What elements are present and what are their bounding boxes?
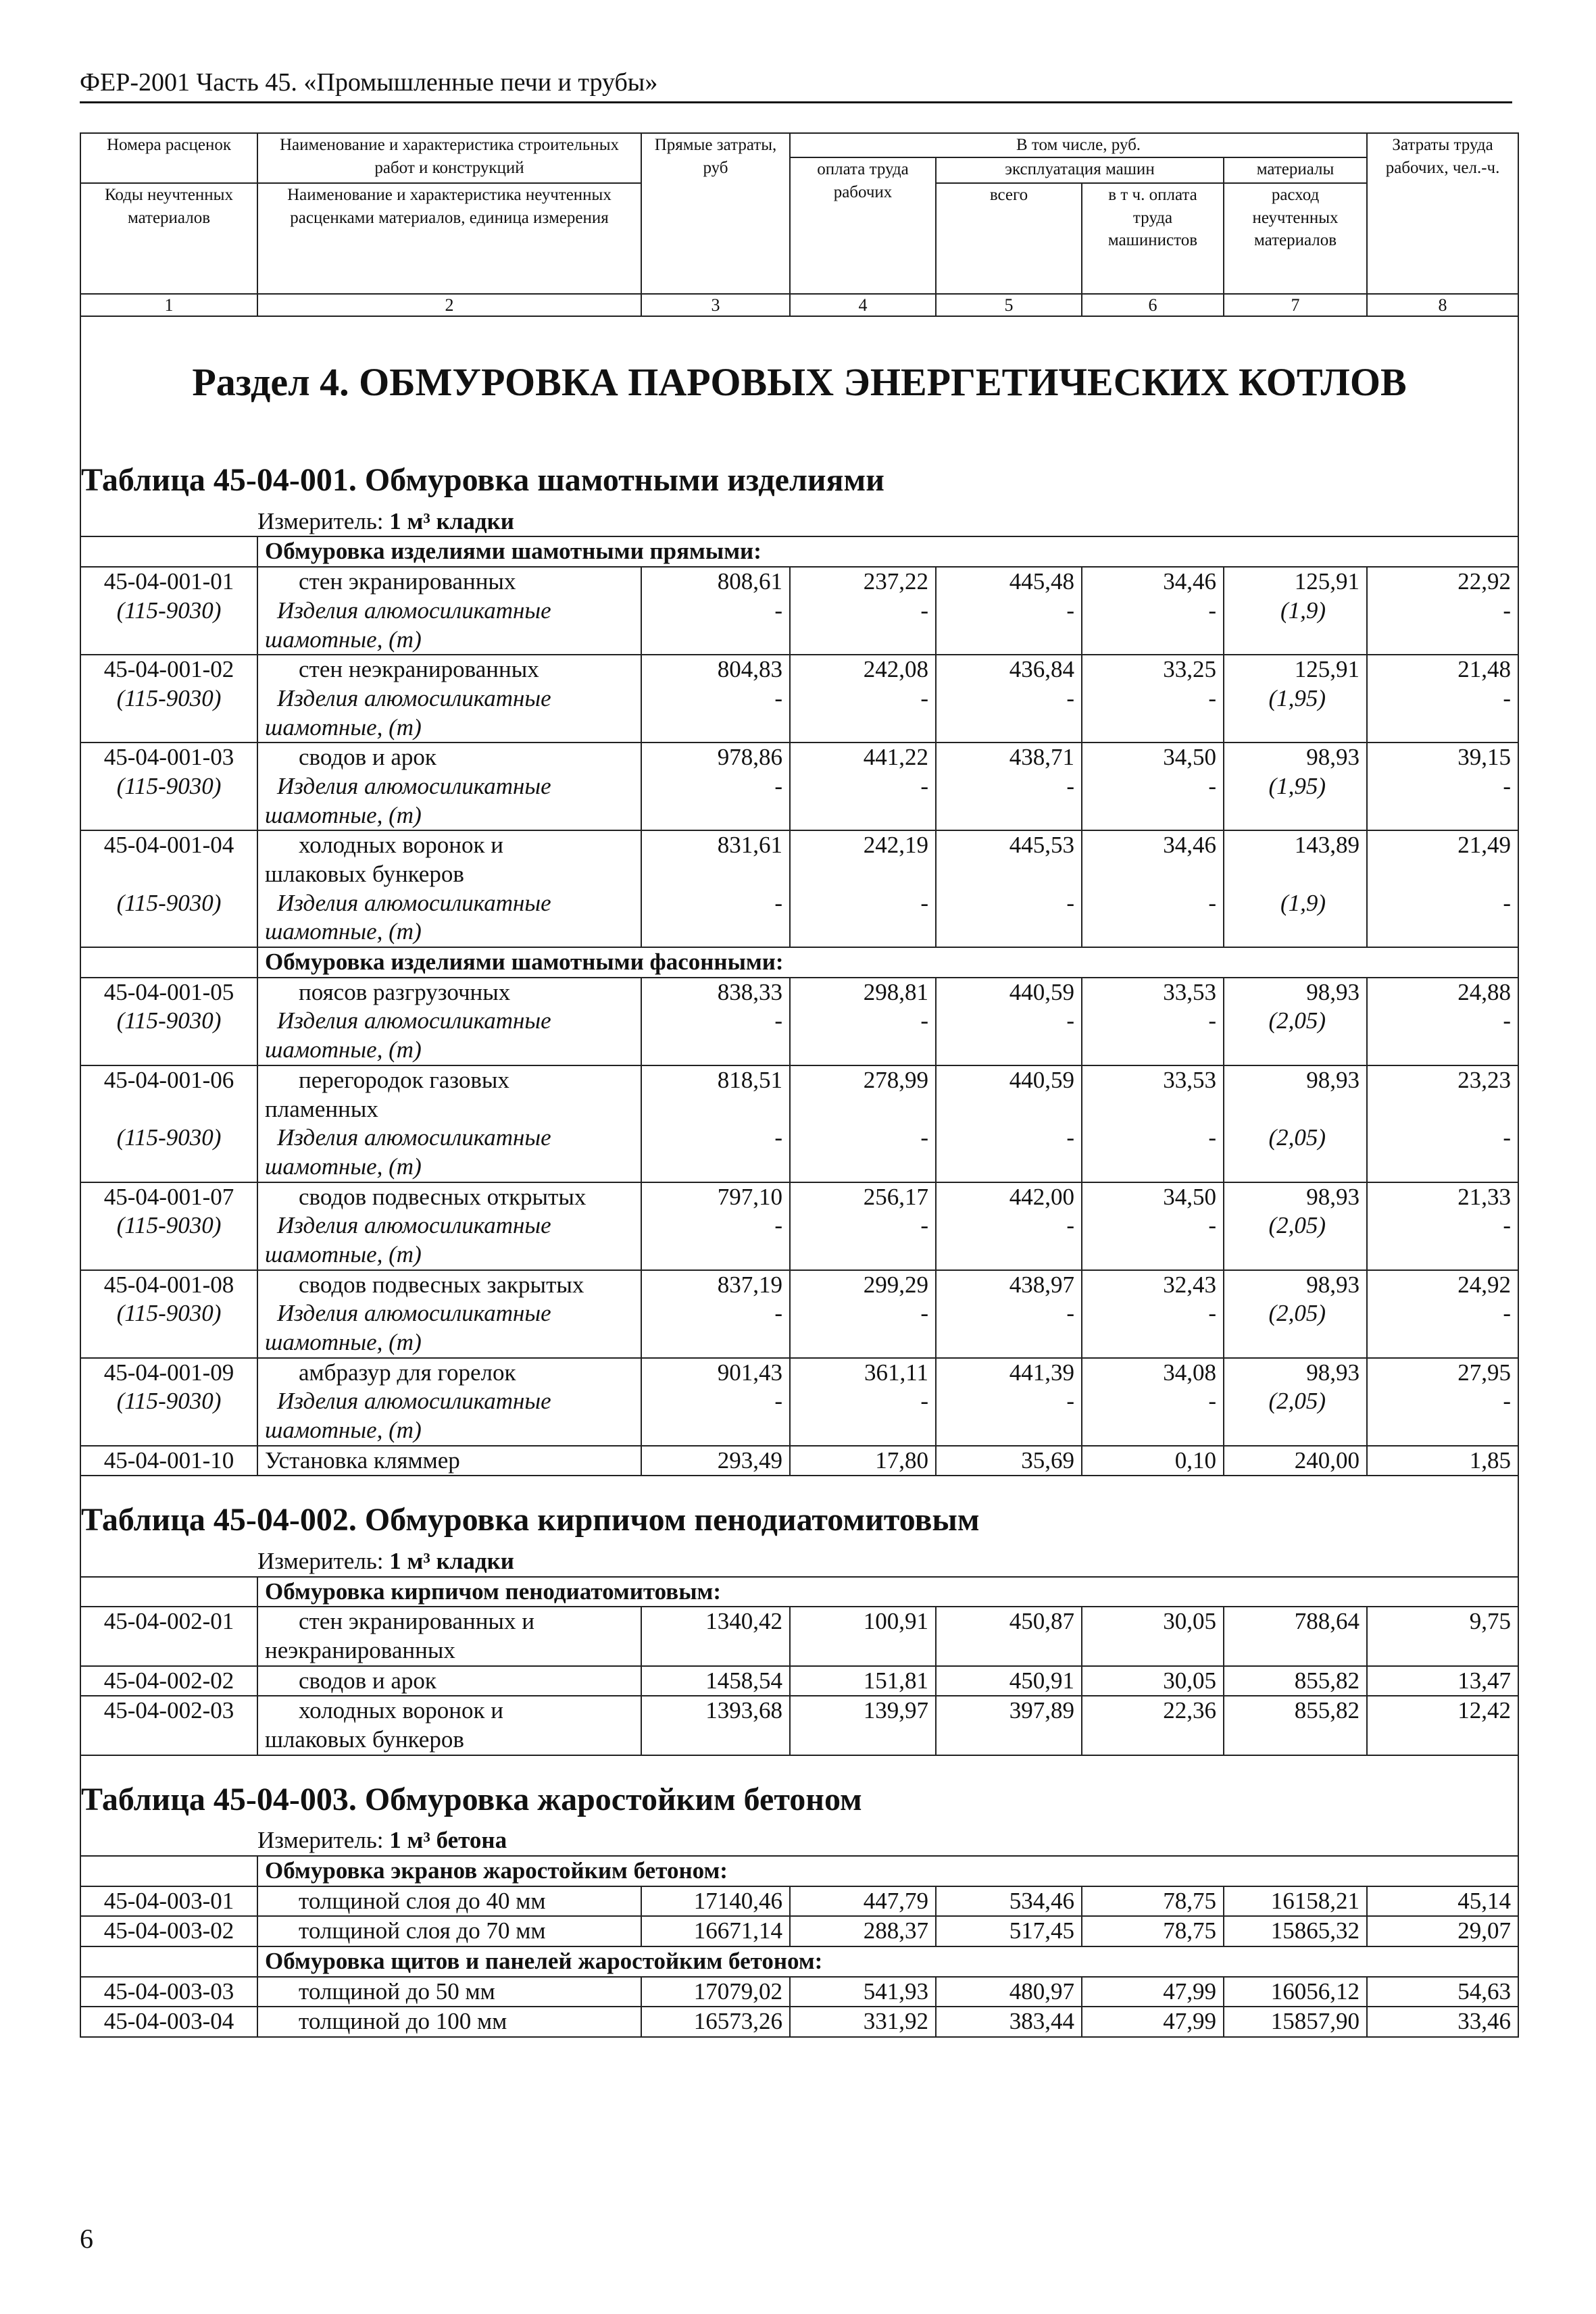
col-header-operator-wages: в т ч. оплата труда машинистов	[1082, 183, 1224, 294]
measure-unit: Измеритель: 1 м³ кладки	[257, 507, 1518, 537]
col-header-materials-usage: расход неучтенных материалов	[1224, 183, 1367, 294]
table-row-cont: неэкранированных	[80, 1636, 1518, 1666]
material-row: (115-9030) Изделия алюмосиликатные - - - - (2,05) -	[80, 1007, 1518, 1036]
table-row: 45-04-002-03 холодных воронок и 1393,68 139,97 397,89 22,36 855,82 12,42	[80, 1696, 1518, 1726]
subsection-title: Обмуровка изделиями шамотными фасонными:	[257, 947, 1518, 978]
col-number: 1	[80, 294, 257, 317]
measure-unit: Измеритель: 1 м³ бетона	[257, 1826, 1518, 1856]
table-row-cont: пламенных	[80, 1095, 1518, 1124]
col-header-including: В том числе, руб.	[790, 133, 1367, 157]
material-row: (115-9030) Изделия алюмосиликатные - - - - (1,95) -	[80, 684, 1518, 713]
col-header-machines-total: всего	[936, 183, 1082, 294]
table-row: 45-04-001-01 стен экранированных 808,61 237,22 445,48 34,46 125,91 22,92	[80, 567, 1518, 597]
col-number: 7	[1224, 294, 1367, 317]
col-number: 3	[641, 294, 790, 317]
col-number: 8	[1367, 294, 1518, 317]
col-header-codes-b: Коды неучтенных материалов	[80, 183, 257, 294]
table-row: 45-04-001-06 перегородок газовых 818,51 278,99 440,59 33,53 98,93 23,23	[80, 1065, 1518, 1095]
material-row: (115-9030) Изделия алюмосиликатные - - - - (1,9) -	[80, 597, 1518, 626]
table-row: 45-04-003-03 толщиной до 50 мм 17079,02 541,93 480,97 47,99 16056,12 54,63	[80, 1977, 1518, 2007]
rates-table	[80, 132, 1519, 2038]
col-header-name-b: Наименование и характеристика неучтенных расценками материалов, единица измерения	[257, 183, 641, 294]
material-row: (115-9030) Изделия алюмосиликатные - - - - (2,05) -	[80, 1387, 1518, 1416]
col-header-codes-a: Номера расценок	[80, 133, 257, 183]
rates-sheet	[80, 132, 1518, 2038]
material-row: (115-9030) Изделия алюмосиликатные - - - - (1,9) -	[80, 889, 1518, 918]
table-title-45-04-002: Таблица 45-04-002. Обмуровка кирпичом пенодиатомитовым	[80, 1476, 1518, 1547]
subsection-title: Обмуровка щитов и панелей жаростойким бетоном:	[257, 1946, 1518, 1977]
col-number: 5	[936, 294, 1082, 317]
table-row: 45-04-001-04 холодных воронок и 831,61 242,19 445,53 34,46 143,89 21,49	[80, 830, 1518, 860]
page-header: ФЕР-2001 Часть 45. «Промышленные печи и трубы»	[80, 68, 1512, 103]
col-header-name-a: Наименование и характеристика строительных работ и конструкций	[257, 133, 641, 183]
table-row-cont: шлаковых бункеров	[80, 860, 1518, 889]
material-row-cont: шамотные, (т)	[80, 1153, 1518, 1182]
table-row: 45-04-001-07 сводов подвесных открытых 797,10 256,17 442,00 34,50 98,93 21,33	[80, 1182, 1518, 1212]
col-number: 2	[257, 294, 641, 317]
subsection-title: Обмуровка кирпичом пенодиатомитовым:	[257, 1577, 1518, 1607]
material-row-cont: шамотные, (т)	[80, 1240, 1518, 1270]
table-row: 45-04-001-05 поясов разгрузочных 838,33 298,81 440,59 33,53 98,93 24,88	[80, 978, 1518, 1007]
table-row: 45-04-002-02 сводов и арок 1458,54 151,81 450,91 30,05 855,82 13,47	[80, 1666, 1518, 1696]
col-header-materials: материалы	[1224, 157, 1367, 183]
material-row: (115-9030) Изделия алюмосиликатные - - - - (2,05) -	[80, 1124, 1518, 1153]
table-row: 45-04-003-02 толщиной слоя до 70 мм 16671,14 288,37 517,45 78,75 15865,32 29,07	[80, 1916, 1518, 1946]
table-row: 45-04-001-03 сводов и арок 978,86 441,22 438,71 34,50 98,93 39,15	[80, 743, 1518, 772]
table-row: 45-04-003-01 толщиной слоя до 40 мм 17140,46 447,79 534,46 78,75 16158,21 45,14	[80, 1886, 1518, 1917]
table-row-cont: шлаковых бункеров	[80, 1726, 1518, 1755]
col-number: 6	[1082, 294, 1224, 317]
col-header-wages: оплата труда рабочих	[790, 157, 936, 294]
material-row: (115-9030) Изделия алюмосиликатные - - - - (2,05) -	[80, 1299, 1518, 1328]
table-row: 45-04-003-04 толщиной до 100 мм 16573,26 331,92 383,44 47,99 15857,90 33,46	[80, 2007, 1518, 2037]
material-row-cont: шамотные, (т)	[80, 1328, 1518, 1358]
subsection-title: Обмуровка изделиями шамотными прямыми:	[257, 536, 1518, 567]
table-title-45-04-001: Таблица 45-04-001. Обмуровка шамотными изделиями	[80, 436, 1518, 507]
material-row: (115-9030) Изделия алюмосиликатные - - - - (1,95) -	[80, 772, 1518, 801]
col-header-machines: эксплуатация машин	[936, 157, 1224, 183]
table-row: 45-04-001-02 стен неэкранированных 804,83 242,08 436,84 33,25 125,91 21,48	[80, 655, 1518, 684]
material-row-cont: шамотные, (т)	[80, 626, 1518, 655]
material-row-cont: шамотные, (т)	[80, 1416, 1518, 1446]
material-row-cont: шамотные, (т)	[80, 1036, 1518, 1065]
material-row: (115-9030) Изделия алюмосиликатные - - - - (2,05) -	[80, 1211, 1518, 1240]
section-title: Раздел 4. ОБМУРОВКА ПАРОВЫХ ЭНЕРГЕТИЧЕСКИХ КОТЛОВ	[80, 316, 1518, 436]
col-header-labor: Затраты труда рабочих, чел.-ч.	[1367, 133, 1518, 294]
material-row-cont: шамотные, (т)	[80, 713, 1518, 743]
col-number: 4	[790, 294, 936, 317]
table-row: 45-04-001-08 сводов подвесных закрытых 837,19 299,29 438,97 32,43 98,93 24,92	[80, 1270, 1518, 1300]
subsection-title: Обмуровка экранов жаростойким бетоном:	[257, 1856, 1518, 1886]
col-header-direct-costs: Прямые затраты, руб	[641, 133, 790, 294]
table-row: 45-04-001-10 Установка кляммер 293,49 17,80 35,69 0,10 240,00 1,85	[80, 1446, 1518, 1476]
table-row: 45-04-002-01 стен экранированных и 1340,42 100,91 450,87 30,05 788,64 9,75	[80, 1607, 1518, 1636]
table-title-45-04-003: Таблица 45-04-003. Обмуровка жаростойким бетоном	[80, 1755, 1518, 1827]
measure-unit: Измеритель: 1 м³ кладки	[257, 1547, 1518, 1577]
material-row-cont: шамотные, (т)	[80, 917, 1518, 947]
material-row-cont: шамотные, (т)	[80, 801, 1518, 831]
table-row: 45-04-001-09 амбразур для горелок 901,43 361,11 441,39 34,08 98,93 27,95	[80, 1358, 1518, 1388]
page-number: 6	[80, 2223, 93, 2254]
